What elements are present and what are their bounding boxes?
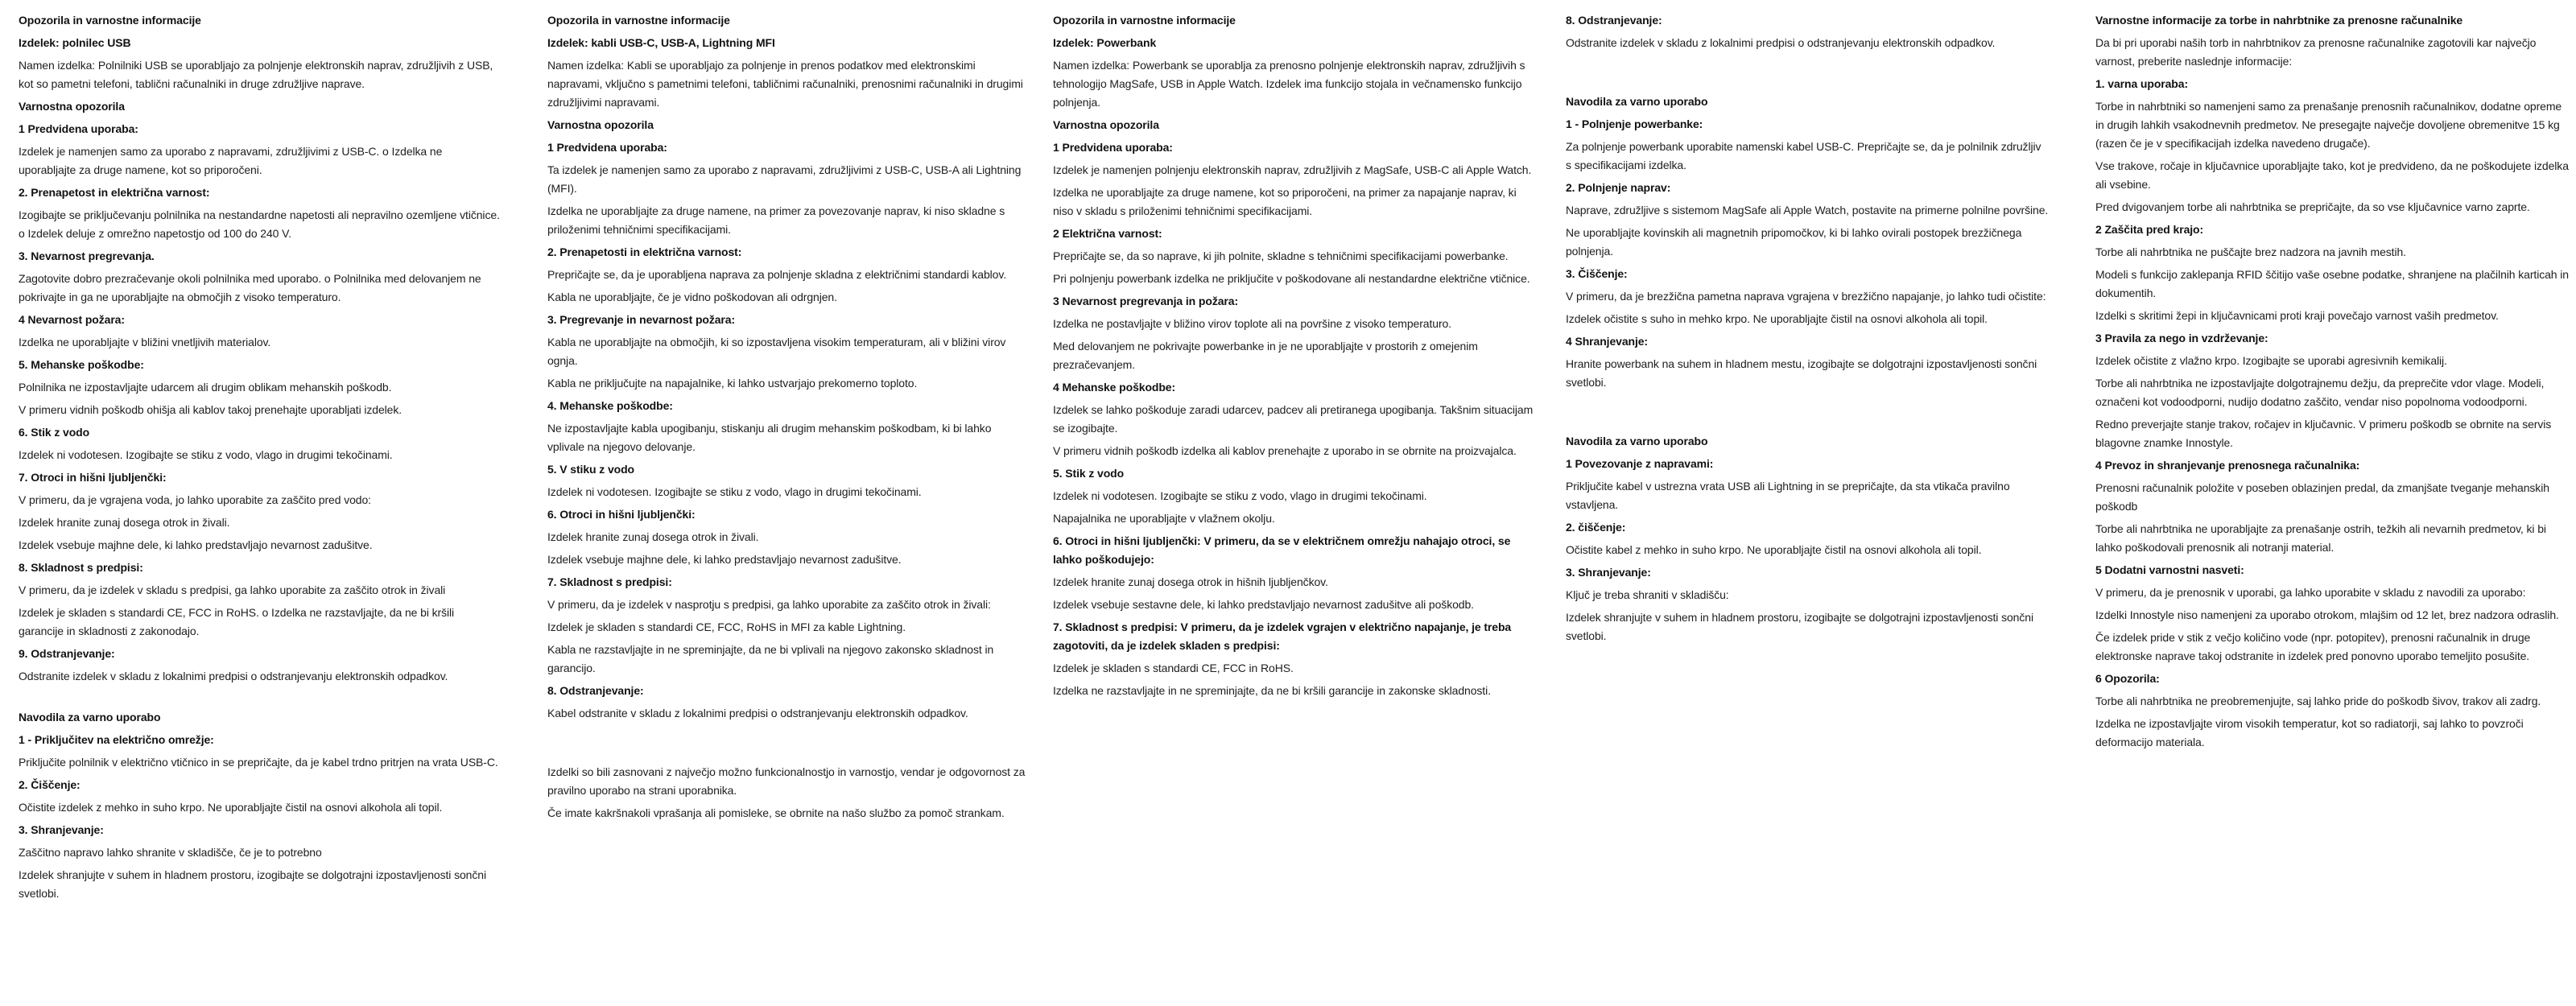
paragraph: Polnilnika ne izpostavljajte udarcem ali drugim oblikam mehanskih poškodb. (19, 381, 392, 394)
section-heading: 3 Pravila za nego in vzdrževanje: (2095, 332, 2268, 344)
section-heading: 3. Čiščenje: (1566, 267, 1628, 280)
paragraph: Izdelka ne razstavljajte in ne spreminjajte, da ne bi kršili garancije in zakonske skladnosti. (1053, 684, 1491, 697)
section-heading: 4 Nevarnost požara: (19, 313, 125, 326)
paragraph: Izdelek ni vodotesen. Izogibajte se stiku z vodo, vlago in drugimi tekočinami. (1053, 489, 1427, 502)
paragraph: Izdelek je skladen s standardi CE, FCC, RoHS in MFI za kable Lightning. (547, 621, 906, 633)
section-heading: 6. Otroci in hišni ljubljenčki: V primeru, da se v električnem omrežju nahajajo otroci, se lahko poškodujejo: (1053, 534, 1511, 566)
paragraph: Izdelek vsebuje sestavne dele, ki lahko predstavljajo nevarnost zadušitve ali poškodb. (1053, 598, 1474, 611)
section-heading: 9. Odstranjevanje: (19, 647, 115, 660)
section-heading: 1 Predvidena uporaba: (547, 141, 667, 154)
paragraph: Če imate kakršnakoli vprašanja ali pomisleke, se obrnite na našo službo za pomoč strankam. (547, 806, 1005, 819)
section-heading: Opozorila in varnostne informacije (1053, 14, 1236, 27)
paragraph: V primeru, da je izdelek v skladu s predpisi, ga lahko uporabite za zaščito otrok in živali (19, 583, 446, 596)
section-heading: Navodila za varno uporabo (1566, 435, 1708, 447)
section-heading: 1 - Polnjenje powerbanke: (1566, 118, 1703, 130)
paragraph: Hranite powerbank na suhem in hladnem mestu, izogibajte se dolgotrajni izpostavljenosti sončni svetlobi. (1566, 357, 2037, 389)
column-polnilec-usb (19, 11, 502, 907)
paragraph: V primeru, da je prenosnik v uporabi, ga lahko uporabite v skladu z navodili za uporabo: (2095, 586, 2526, 599)
paragraph: Namen izdelka: Polnilniki USB se uporabljajo za polnjenje elektronskih naprav, združljivih z USB, kot so pametni telefoni, tablični računalniki in druge združljive naprave. (19, 59, 493, 90)
paragraph: Izdelek je namenjen polnjenju elektronskih naprav, združljivih z MagSafe, USB-C ali Apple Watch. (1053, 163, 1532, 176)
column-powerbank-navodila (1566, 11, 2049, 649)
section-heading: 5 Dodatni varnostni nasveti: (2095, 563, 2244, 576)
paragraph: Izdelek ni vodotesen. Izogibajte se stiku z vodo, vlago in drugimi tekočinami. (19, 448, 393, 461)
paragraph: Vse trakove, ročaje in ključavnice uporabljajte tako, kot je predvideno, da ne poškodujete izdelka ali vsebine. (2095, 159, 2569, 191)
paragraph: Da bi pri uporabi naših torb in nahrbtnikov za prenosne računalnike zagotovili kar največjo varnost, preberite naslednje informacije: (2095, 36, 2537, 68)
paragraph: Namen izdelka: Powerbank se uporablja za prenosno polnjenje elektronskih naprav, združljivih s tehnologijo MagSafe, USB in Apple Watch. Izdelek ima funkcijo stojala in večnamensko funkcijo polnjenja. (1053, 59, 1525, 109)
paragraph: Prepričajte se, da je uporabljena naprava za polnjenje skladna z električnimi standardi kablov. (547, 268, 1007, 281)
paragraph: Torbe ali nahrbtnika ne puščajte brez nadzora na javnih mestih. (2095, 245, 2406, 258)
section-heading: 5. Mehanske poškodbe: (19, 358, 144, 371)
paragraph: Izdelek je skladen s standardi CE, FCC in RoHS. (1053, 662, 1294, 674)
paragraph: Kabel odstranite v skladu z lokalnimi predpisi o odstranjevanju elektronskih odpadkov. (547, 707, 968, 719)
section-heading: 6 Opozorila: (2095, 672, 2160, 685)
paragraph: Izdelek hranite zunaj dosega otrok in živali. (19, 516, 230, 529)
section-heading: 3. Shranjevanje: (19, 823, 104, 836)
paragraph: Izdelek hranite zunaj dosega otrok in živali. (547, 530, 759, 543)
section-heading: Opozorila in varnostne informacije (19, 14, 201, 27)
section-heading: 3. Shranjevanje: (1566, 566, 1651, 579)
section-heading: 1 Povezovanje z napravami: (1566, 457, 1714, 470)
paragraph: Izdelek hranite zunaj dosega otrok in hišnih ljubljenčkov. (1053, 575, 1328, 588)
paragraph: Namen izdelka: Kabli se uporabljajo za polnjenje in prenos podatkov med elektronskimi napravami, vključno s pametnimi telefoni, tabličnimi računalniki, prenosnimi računalniki in drugimi združljivimi napravami. (547, 59, 1023, 109)
paragraph: Ne uporabljajte kovinskih ali magnetnih pripomočkov, ki bi lahko ovirali postopek brezžičnega polnjenja. (1566, 226, 2022, 258)
paragraph: Izdelek je namenjen samo za uporabo z napravami, združljivimi z USB-C. o Izdelka ne uporabljajte za druge namene, kot so priporočeni. (19, 145, 443, 176)
section-heading: 8. Skladnost s predpisi: (19, 561, 143, 574)
section-heading: 8. Odstranjevanje: (1566, 14, 1662, 27)
paragraph: Izdelek shranjujte v suhem in hladnem prostoru, izogibajte se dolgotrajni izpostavljenosti sončni svetlobi. (19, 868, 486, 900)
paragraph: Izdelki so bili zasnovani z največjo možno funkcionalnostjo in varnostjo, vendar je odgovornost za pravilno uporabo na strani uporabnika. (547, 765, 1026, 797)
section-heading: 3. Pregrevanje in nevarnost požara: (547, 313, 736, 326)
section-heading: 1 Predvidena uporaba: (19, 122, 138, 135)
section-heading: 6. Otroci in hišni ljubljenčki: (547, 508, 696, 521)
paragraph: V primeru, da je brezžična pametna naprava vgrajena v brezžično napajanje, jo lahko tudi očistite: (1566, 290, 2046, 303)
paragraph: Izdelek očistite z vlažno krpo. Izogibajte se uporabi agresivnih kemikalij. (2095, 354, 2447, 367)
paragraph: Očistite kabel z mehko in suho krpo. Ne uporabljajte čistil na osnovi alkohola ali topil. (1566, 543, 1982, 556)
section-heading: 2. Čiščenje: (19, 778, 80, 791)
section-heading: 4 Shranjevanje: (1566, 335, 1648, 348)
paragraph: Izdelka ne uporabljajte za druge namene, na primer za povezovanje naprav, ki niso skladne s priloženimi tehničnimi specifikacijami. (547, 204, 1005, 236)
section-heading: Varnostna opozorila (1053, 118, 1159, 131)
paragraph: Zaščitno napravo lahko shranite v skladišče, če je to potrebno (19, 846, 322, 859)
paragraph: Za polnjenje powerbank uporabite namenski kabel USB-C. Prepričajte se, da je polnilnik združljiv s specifikacijami izdelka. (1566, 140, 2041, 171)
column-torbe-nahrbtniki (2095, 11, 2570, 756)
paragraph: Odstranite izdelek v skladu z lokalnimi predpisi o odstranjevanju elektronskih odpadkov. (1566, 36, 1996, 49)
paragraph: Izdelek se lahko poškoduje zaradi udarcev, padcev ali pretiranega upogibanja. Takšnim situacijam se izogibajte. (1053, 403, 1534, 435)
paragraph: Izogibajte se priključevanju polnilnika na nestandardne napetosti ali nepravilno ozemljene vtičnice. o Izdelek deluje z omrežno napetostjo od 100 do 240 V. (19, 208, 500, 240)
section-heading: Izdelek: polnilec USB (19, 36, 131, 49)
paragraph: Izdelka ne postavljajte v bližino virov toplote ali na površine z visoko temperaturo. (1053, 317, 1451, 330)
paragraph: Torbe ali nahrbtnika ne preobremenjujte, saj lahko pride do poškodb šivov, trakov ali zadrg. (2095, 695, 2541, 707)
paragraph: V primeru vidnih poškodb izdelka ali kablov prenehajte z uporabo in se obrnite na proizvajalca. (1053, 444, 1517, 457)
paragraph: Izdelka ne izpostavljajte virom visokih temperatur, kot so radiatorji, saj lahko to povzroči deformacijo materiala. (2095, 717, 2524, 748)
section-heading: 2. čiščenje: (1566, 521, 1626, 534)
paragraph: Torbe ali nahrbtnika ne uporabljajte za prenašanje ostrih, težkih ali nevarnih predmetov, ki bi lahko poškodovali prenosnik ali notranji material. (2095, 522, 2546, 554)
paragraph: Ne izpostavljajte kabla upogibanju, stiskanju ali drugim mehanskim poškodbam, ki bi lahko vplivale na njegovo delovanje. (547, 422, 992, 453)
paragraph: Redno preverjajte stanje trakov, ročajev in ključavnic. V primeru poškodb se obrnite na servis blagovne znamke Innostyle. (2095, 418, 2552, 449)
section-heading: 7. Skladnost s predpisi: V primeru, da je izdelek vgrajen v električno napajanje, je treba zagotoviti, da je izdelek skladen s predpisi: (1053, 621, 1512, 652)
section-heading: 2 Zaščita pred krajo: (2095, 223, 2204, 236)
section-heading: 1. varna uporaba: (2095, 77, 2189, 90)
section-heading: 2. Prenapetost in električna varnost: (19, 186, 210, 199)
paragraph: Ta izdelek je namenjen samo za uporabo z napravami, združljivimi z USB-C, USB-A ali Lightning (MFI). (547, 163, 1022, 195)
paragraph: V primeru, da je izdelek v nasprotju s predpisi, ga lahko uporabite za zaščito otrok in živali: (547, 598, 991, 611)
paragraph: Pri polnjenju powerbank izdelka ne priključite v poškodovane ali nestandardne električne vtičnice. (1053, 272, 1530, 285)
paragraph: Naprave, združljive s sistemom MagSafe ali Apple Watch, postavite na primerne polnilne površine. (1566, 204, 2049, 216)
section-heading: Izdelek: Powerbank (1053, 36, 1157, 49)
section-heading: 7. Skladnost s predpisi: (547, 575, 672, 588)
paragraph: Napajalnika ne uporabljajte v vlažnem okolju. (1053, 512, 1275, 525)
paragraph: Pred dvigovanjem torbe ali nahrbtnika se prepričajte, da so vse ključavnice varno zaprte. (2095, 200, 2530, 213)
paragraph: Izdelek shranjujte v suhem in hladnem prostoru, izogibajte se dolgotrajni izpostavljenosti sončni svetlobi. (1566, 611, 2033, 642)
paragraph: Izdelka ne uporabljajte za druge namene, kot so priporočeni, na primer za napajanje naprav, ki niso v skladu s priloženimi tehničnimi specifikacijami. (1053, 186, 1517, 217)
section-heading: 2 Električna varnost: (1053, 227, 1162, 240)
section-heading: 3 Nevarnost pregrevanja in požara: (1053, 295, 1239, 307)
section-heading: Navodila za varno uporabo (1566, 95, 1708, 108)
paragraph: Očistite izdelek z mehko in suho krpo. Ne uporabljajte čistil na osnovi alkohola ali topil. (19, 801, 443, 814)
paragraph: Torbe in nahrbtniki so namenjeni samo za prenašanje prenosnih računalnikov, dodatne opreme in drugih lahkih vsakodnevnih predmetov. Ne presegajte največje dovoljene obremenitve 15 kg (razen če je v specifikacijah izdelka navedeno drugače). (2095, 100, 2562, 150)
paragraph: Prepričajte se, da so naprave, ki jih polnite, skladne s tehničnimi specifikacijami powerbanke. (1053, 249, 1509, 262)
paragraph: Če izdelek pride v stik z večjo količino vode (npr. potopitev), prenosni računalnik in druge elektronske naprave takoj odstranite in izdelek pred ponovno uporabo temeljito posušite. (2095, 631, 2531, 662)
paragraph: Izdelek je skladen s standardi CE, FCC in RoHS. o Izdelka ne razstavljajte, da ne bi kršili garancije in skladnosti z zakonodajo. (19, 606, 455, 637)
paragraph: V primeru vidnih poškodb ohišja ali kablov takoj prenehajte uporabljati izdelek. (19, 403, 402, 416)
paragraph: Odstranite izdelek v skladu z lokalnimi predpisi o odstranjevanju elektronskih odpadkov. (19, 670, 448, 682)
paragraph: Izdelek očistite s suho in mehko krpo. Ne uporabljajte čistil na osnovi alkohola ali topil. (1566, 312, 1988, 325)
section-heading: 5. V stiku z vodo (547, 463, 634, 476)
section-heading: 7. Otroci in hišni ljubljenčki: (19, 471, 167, 484)
section-heading: 8. Odstranjevanje: (547, 684, 644, 697)
paragraph: Kabla ne razstavljajte in ne spreminjajte, da ne bi vplivali na njegovo zakonsko skladnost in garancijo. (547, 643, 994, 674)
paragraph: Med delovanjem ne pokrivajte powerbanke in je ne uporabljajte v prostorih z omejenim prezračevanjem. (1053, 340, 1478, 371)
column-powerbank (1053, 11, 1536, 704)
section-heading: 4 Prevoz in shranjevanje prenosnega računalnika: (2095, 459, 2360, 472)
paragraph: Priključite kabel v ustrezna vrata USB ali Lightning in se prepričajte, da sta vtikača pravilno vstavljena. (1566, 480, 2010, 511)
column-kabli-usb (547, 11, 1030, 827)
paragraph: Ključ je treba shraniti v skladišču: (1566, 588, 1729, 601)
paragraph: Izdelek ni vodotesen. Izogibajte se stiku z vodo, vlago in drugimi tekočinami. (547, 485, 922, 498)
section-heading: Varnostna opozorila (19, 100, 125, 113)
section-heading: 2. Prenapetosti in električna varnost: (547, 245, 742, 258)
section-heading: 5. Stik z vodo (1053, 467, 1125, 480)
section-heading: 2. Polnjenje naprav: (1566, 181, 1671, 194)
paragraph: Izdelki s skritimi žepi in ključavnicami proti kraji povečajo varnost vaših predmetov. (2095, 309, 2499, 322)
section-heading: 1 Predvidena uporaba: (1053, 141, 1173, 154)
section-heading: 3. Nevarnost pregrevanja. (19, 249, 155, 262)
paragraph: V primeru, da je vgrajena voda, jo lahko uporabite za zaščito pred vodo: (19, 493, 371, 506)
section-heading: 4 Mehanske poškodbe: (1053, 381, 1176, 394)
paragraph: Torbe ali nahrbtnika ne izpostavljajte dolgotrajnemu dežju, da preprečite vdor vlage. Modeli, označeni kot vodoodporni, nudijo dodatno zaščito, vendar niso popolnoma vodoodporni. (2095, 377, 2545, 408)
section-heading: Navodila za varno uporabo (19, 711, 161, 724)
paragraph: Priključite polnilnik v električno vtičnico in se prepričajte, da je kabel trdno pritrjen na vrata USB-C. (19, 756, 498, 769)
section-heading: 6. Stik z vodo (19, 426, 90, 439)
paragraph: Kabla ne uporabljajte na območjih, ki so izpostavljena visokim temperaturam, ali v bližini virov ognja. (547, 336, 1006, 367)
paragraph: Modeli s funkcijo zaklepanja RFID ščitijo vaše osebne podatke, shranjene na plačilnih karticah in dokumentih. (2095, 268, 2569, 299)
paragraph: Izdelka ne uporabljajte v bližini vnetljivih materialov. (19, 336, 271, 348)
section-heading: Opozorila in varnostne informacije (547, 14, 730, 27)
paragraph: Izdelek vsebuje majhne dele, ki lahko predstavljajo nevarnost zadušitve. (547, 553, 902, 566)
paragraph: Kabla ne uporabljajte, če je vidno poškodovan ali odrgnjen. (547, 291, 837, 303)
paragraph: Kabla ne priključujte na napajalnike, ki lahko ustvarjajo prekomerno toploto. (547, 377, 918, 390)
section-heading: 4. Mehanske poškodbe: (547, 399, 673, 412)
section-heading: Varnostna opozorila (547, 118, 654, 131)
section-heading: Izdelek: kabli USB-C, USB-A, Lightning MFI (547, 36, 775, 49)
paragraph: Izdelek vsebuje majhne dele, ki lahko predstavljajo nevarnost zadušitve. (19, 538, 373, 551)
paragraph: Zagotovite dobro prezračevanje okoli polnilnika med uporabo. o Polnilnika med delovanjem ne pokrivajte in ga ne uporabljajte na območjih z visoko temperaturo. (19, 272, 481, 303)
section-heading: 1 - Priključitev na električno omrežje: (19, 733, 214, 746)
paragraph: Izdelki Innostyle niso namenjeni za uporabo otrokom, mlajšim od 12 let, brez nadzora odraslih. (2095, 608, 2559, 621)
section-heading: Varnostne informacije za torbe in nahrbtnike za prenosne računalnike (2095, 14, 2463, 27)
paragraph: Prenosni računalnik položite v poseben oblazinjen predal, da zmanjšate tveganje mehanskih poškodb (2095, 481, 2549, 513)
